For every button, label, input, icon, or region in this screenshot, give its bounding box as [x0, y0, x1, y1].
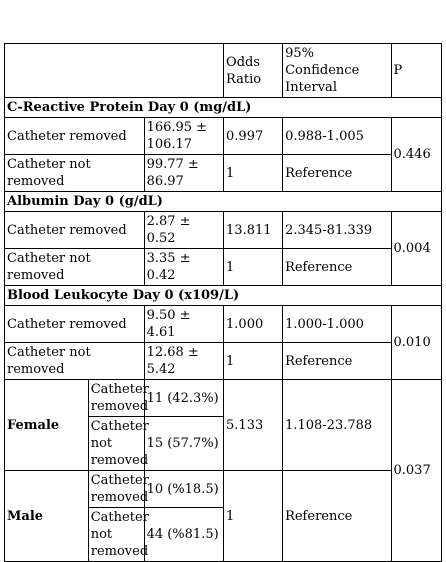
group-label: Catheter not removed: [88, 417, 144, 471]
p-value: 0.037: [391, 380, 442, 562]
group-value: 9.50 ± 4.61: [144, 306, 223, 343]
sex-male-label: Male: [5, 471, 89, 562]
ci-value: 1.000-1.000: [283, 306, 391, 343]
group-label: Catheter removed: [5, 306, 145, 343]
odds-ratio-value: 13.811: [224, 212, 283, 249]
group-label: Catheter removed: [5, 118, 145, 155]
odds-ratio-value: 1: [224, 249, 283, 286]
section-title: Albumin Day 0 (g/dL): [5, 192, 442, 212]
table-row: [5, 155, 442, 192]
group-value: 99.77 ± 86.97: [144, 155, 223, 192]
results-table: [4, 43, 442, 562]
group-value: 10 (%18.5): [144, 471, 223, 508]
ci-value: 1.108-23.788: [283, 380, 391, 471]
header-p: P: [391, 44, 442, 98]
table-row: [5, 249, 442, 286]
ci-value: Reference: [283, 343, 391, 380]
group-label: Catheter not removed: [5, 155, 145, 192]
group-label: Catheter removed: [88, 380, 144, 417]
ci-value: Reference: [283, 249, 391, 286]
table-row: [5, 118, 442, 155]
table-row: [5, 471, 442, 508]
odds-ratio-value: 1.000: [224, 306, 283, 343]
section-leukocyte-title-row: [5, 286, 442, 306]
table-row: [5, 343, 442, 380]
p-value: 0.446: [391, 118, 442, 192]
ci-value: 2.345-81.339: [283, 212, 391, 249]
odds-ratio-value: 0.997: [224, 118, 283, 155]
odds-ratio-value: 5.133: [224, 380, 283, 471]
odds-ratio-value: 1: [224, 471, 283, 562]
header-empty-cell: [5, 44, 224, 98]
group-value: 2.87 ± 0.52: [144, 212, 223, 249]
table-row: [5, 306, 442, 343]
group-value: 44 (%81.5): [144, 508, 223, 562]
odds-ratio-value: 1: [224, 343, 283, 380]
ci-value: 0.988-1.005: [283, 118, 391, 155]
group-value: 12.68 ± 5.42: [144, 343, 223, 380]
group-label: Catheter not removed: [5, 249, 145, 286]
p-value: 0.010: [391, 306, 442, 380]
group-label: Catheter removed: [5, 212, 145, 249]
group-value: 15 (57.7%): [144, 417, 223, 471]
header-row: [5, 44, 442, 98]
sex-female-label: Female: [5, 380, 89, 471]
group-value: 11 (42.3%): [144, 380, 223, 417]
ci-value: Reference: [283, 155, 391, 192]
p-value: 0.004: [391, 212, 442, 286]
ci-value: Reference: [283, 471, 391, 562]
section-title: Blood Leukocyte Day 0 (x109/L): [5, 286, 442, 306]
table-row: [5, 380, 442, 417]
group-label: Catheter not removed: [5, 343, 145, 380]
group-value: 3.35 ± 0.42: [144, 249, 223, 286]
odds-ratio-value: 1: [224, 155, 283, 192]
group-value: 166.95 ± 106.17: [144, 118, 223, 155]
section-albumin-title-row: [5, 192, 442, 212]
group-label: Catheter removed: [88, 471, 144, 508]
section-crp-title-row: [5, 98, 442, 118]
header-confidence-interval: 95% Confidence Interval: [283, 44, 391, 98]
header-odds-ratio: Odds Ratio: [224, 44, 283, 98]
section-title: C-Reactive Protein Day 0 (mg/dL): [5, 98, 442, 118]
group-label: Catheter not removed: [88, 508, 144, 562]
table-row: [5, 212, 442, 249]
